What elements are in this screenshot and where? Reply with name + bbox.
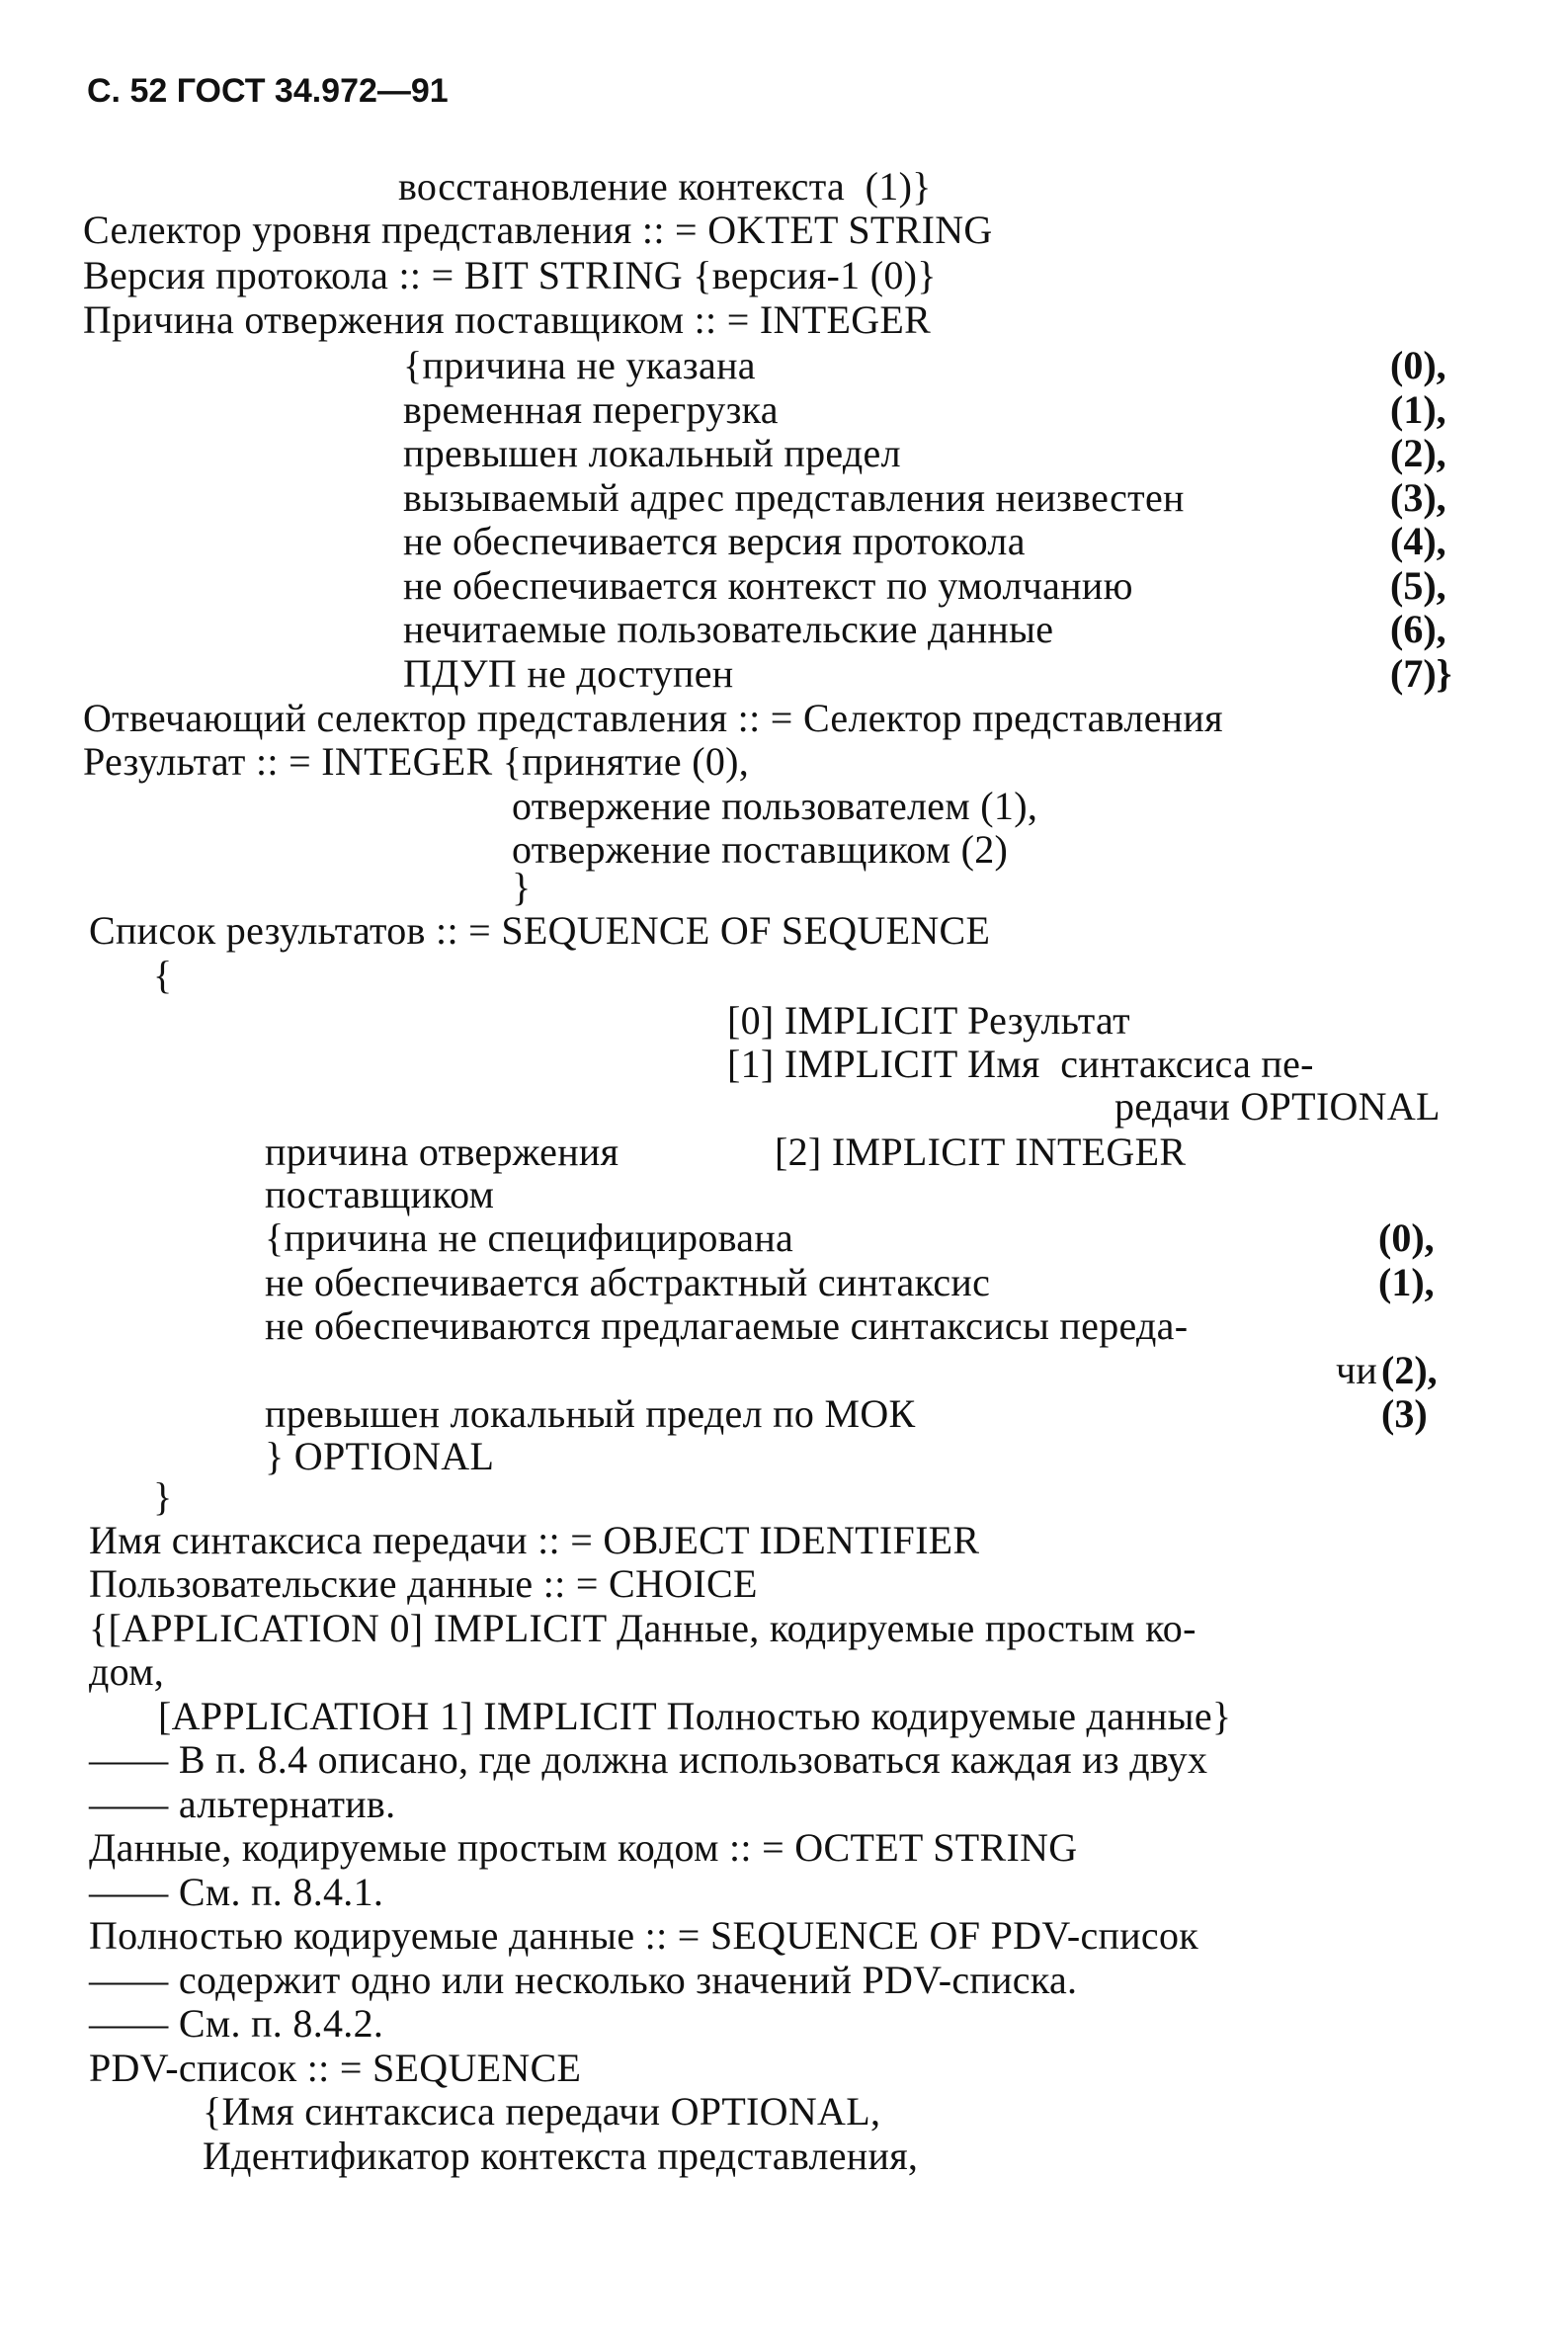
text-line: ПДУП не доступен [403, 651, 734, 696]
text-line: нечитаемые пользовательские данные [403, 607, 1054, 651]
reason-code: (0), [1390, 343, 1446, 387]
reason-code: (2), [1381, 1348, 1438, 1392]
text-line: —— содержит одно или несколько значений PDV-списка. [89, 1958, 1078, 2002]
text-line: {причина не специфицирована [265, 1215, 794, 1260]
text-line: Отвечающий селектор представления :: = Селектор представления [83, 696, 1223, 740]
text-line: {[APPLICATION 0] IMPLICIT Данные, кодируемые простым ко- [89, 1606, 1197, 1650]
text-line: {причина не указана [403, 343, 756, 387]
text-line: Список результатов :: = SEQUENCE OF SEQUENCE [89, 908, 991, 953]
text-line: Пользовательские данные :: = CHOICE [89, 1561, 758, 1606]
reason-code: (0), [1378, 1215, 1435, 1260]
reason-code: (1), [1390, 387, 1446, 432]
text-line: не обеспечивается контекст по умолчанию [403, 563, 1133, 608]
reason-code: (6), [1390, 607, 1446, 651]
page-header: С. 52 ГОСТ 34.972—91 [87, 72, 449, 110]
text-line: Версия протокола :: = BIT STRING {версия-1 (0)} [83, 253, 937, 297]
reason-code: (4), [1390, 519, 1446, 563]
text-line: превышен локальный предел [403, 431, 901, 475]
text-line: поставщиком [265, 1172, 495, 1216]
text-line: { [153, 953, 173, 997]
text-line: —— См. п. 8.4.2. [89, 2001, 384, 2046]
text-line: превышен локальный предел по МОК [265, 1391, 916, 1436]
reason-code: (1), [1378, 1260, 1435, 1304]
text-line: Селектор уровня представления :: = OKTET STRING [83, 208, 993, 252]
text-line: Данные, кодируемые простым кодом :: = OCTET STRING [89, 1825, 1078, 1870]
reason-code: (3) [1381, 1391, 1428, 1436]
reason-code: (2), [1390, 431, 1446, 475]
text-line: отвержение пользователем (1), [512, 784, 1038, 828]
text-line: причина отвержения [265, 1130, 619, 1174]
text-line: [2] IMPLICIT INTEGER [775, 1130, 1187, 1174]
text-line: отвержение поставщиком (2) [512, 827, 1009, 872]
text-line: PDV-список :: = SEQUENCE [89, 2046, 582, 2090]
text-line: [APPLICATIOH 1] IMPLICIT Полностью кодируемые данные} [158, 1694, 1232, 1738]
text-line: не обеспечиваются предлагаемые синтаксисы переда- [265, 1303, 1189, 1348]
text-line: } [153, 1474, 173, 1519]
text-line: чи [1336, 1348, 1378, 1392]
text-line: —— См. п. 8.4.1. [89, 1870, 384, 1914]
text-line: редачи OPTIONAL [1114, 1084, 1441, 1129]
reason-code: (5), [1390, 563, 1446, 608]
text-line: дом, [89, 1649, 165, 1694]
text-line: Полностью кодируемые данные :: = SEQUENCE OF PDV-список [89, 1913, 1199, 1958]
text-line: Результат :: = INTEGER {принятие (0), [83, 739, 750, 784]
text-line: временная перегрузка [403, 387, 779, 432]
text-line: } OPTIONAL [265, 1434, 495, 1478]
text-line: [0] IMPLICIT Результат [727, 998, 1130, 1043]
text-line: Причина отвержения поставщиком :: = INTEGER [83, 297, 932, 342]
text-line: } [512, 865, 532, 909]
text-line: {Имя синтаксиса передачи OPTIONAL, [203, 2089, 881, 2134]
text-line: не обеспечивается абстрактный синтаксис [265, 1260, 991, 1304]
text-line: —— альтернатив. [89, 1782, 396, 1826]
text-line: —— В п. 8.4 описано, где должна использоваться каждая из двух [89, 1737, 1208, 1782]
text-line: не обеспечивается версия протокола [403, 519, 1026, 563]
text-line: вызываемый адрес представления неизвестен [403, 475, 1185, 520]
reason-code: (7)} [1390, 651, 1452, 696]
text-line: восстановление контекста (1)} [398, 164, 932, 209]
text-line: Имя синтаксиса передачи :: = OBJECT IDENTIFIER [89, 1518, 980, 1562]
text-line: [1] IMPLICIT Имя синтаксиса пе- [727, 1042, 1314, 1086]
text-line: Идентификатор контекста представления, [203, 2134, 919, 2178]
reason-code: (3), [1390, 475, 1446, 520]
